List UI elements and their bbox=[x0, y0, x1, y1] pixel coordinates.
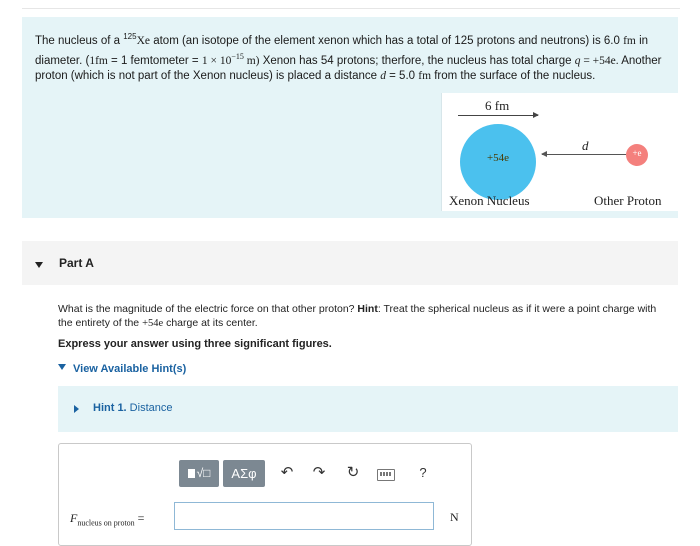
top-divider bbox=[22, 8, 680, 9]
part-a-title: Part A bbox=[59, 256, 94, 270]
distance-arrow bbox=[542, 154, 626, 155]
redo-icon[interactable]: ↷ bbox=[312, 464, 326, 481]
greek-symbols-button[interactable]: ΑΣφ bbox=[223, 460, 265, 487]
xenon-figure bbox=[441, 93, 688, 211]
template-square-icon bbox=[188, 469, 195, 478]
nucleus-charge-label: +54e bbox=[486, 152, 510, 164]
isotope-mass: 125 bbox=[123, 32, 137, 41]
isotope-symbol: Xe bbox=[136, 34, 151, 47]
answer-box bbox=[58, 443, 472, 546]
keyboard-icon[interactable] bbox=[377, 469, 395, 481]
undo-icon[interactable]: ↶ bbox=[280, 464, 294, 481]
answer-instruction: Express your answer using three significant figures. bbox=[58, 338, 332, 350]
chevron-right-icon bbox=[74, 405, 79, 413]
question-text: What is the magnitude of the electric force on that other proton? Hint: Treat the spherical nucleus as if it were a point charge with the entirety of the +54e charge at its center. bbox=[58, 303, 657, 329]
other-proton-label: Other Proton bbox=[594, 193, 662, 208]
chevron-down-icon bbox=[58, 364, 66, 370]
xenon-nucleus-label: Xenon Nucleus bbox=[449, 193, 530, 208]
xenon-nucleus-circle bbox=[460, 124, 536, 200]
hint-1-row[interactable] bbox=[58, 386, 678, 432]
distance-label: d bbox=[582, 138, 589, 153]
answer-variable-label: $F_{nucleus on proton}$ = bbox=[70, 511, 145, 528]
view-hints-toggle[interactable]: View Available Hint(s) bbox=[58, 363, 186, 377]
part-a-header[interactable] bbox=[22, 241, 678, 285]
help-button[interactable]: ? bbox=[419, 465, 427, 480]
hint-1-label: Hint 1. Distance bbox=[93, 402, 173, 414]
reset-icon[interactable]: ↻ bbox=[346, 464, 360, 481]
diameter-label: 6 fm bbox=[485, 98, 510, 113]
answer-input[interactable] bbox=[174, 502, 434, 530]
diameter-arrow bbox=[458, 115, 538, 116]
templates-button[interactable]: √□ bbox=[179, 460, 219, 487]
proton-circle bbox=[626, 144, 648, 166]
proton-charge-label: +e bbox=[632, 148, 642, 158]
problem-text: The nucleus of a $^{125}$Xe atom (an isotope of the element xenon which has a total of 125 protons and neutrons) is 6.0 fm in diameter. (1fm = 1 femtometer = $1 \times 10^{-15}$ m) Xenon has 54 protons; therfore, the nucleus has total charge q = +54e. Another proton (which is not part of the Xenon nucleus) is placed a distance d = 5.0 fm from the surface of the nucleus. bbox=[35, 32, 662, 82]
collapse-caret-icon[interactable] bbox=[35, 262, 43, 268]
answer-unit: N bbox=[450, 510, 459, 524]
problem-statement bbox=[22, 17, 678, 218]
